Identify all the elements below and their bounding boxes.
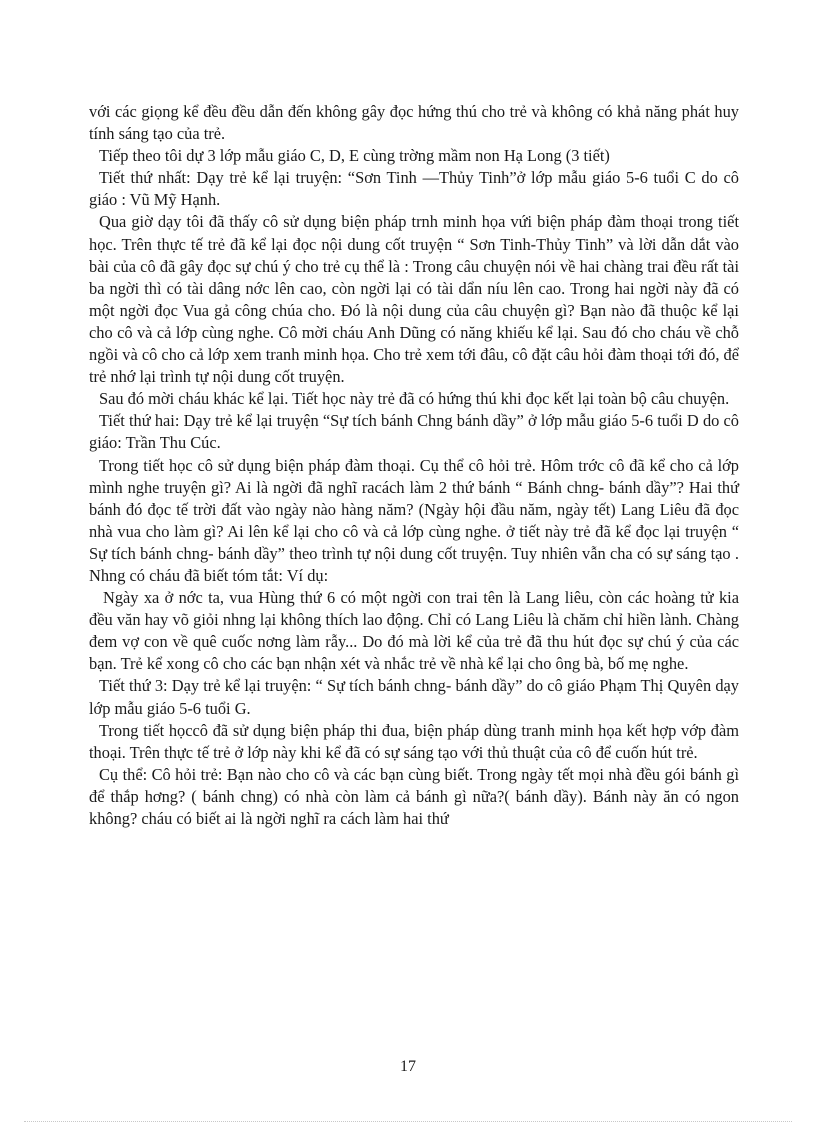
paragraph-second-lesson-detail: Trong tiết học cô sử dụng biện pháp đàm thoại. Cụ thể cô hỏi trẻ. Hôm trớc cô đã kể cho cả lớp mình nghe truyện gì? Ai là ngời đã nghĩ racách làm 2 thứ bánh “ Bánh chng- bánh dầy”? Hai thứ bánh đó đọc tế trời đất vào ngày nào hàng năm? (Ngày hội đầu năm, ngày tết) Lang Liêu đã đọc nhà vua cho làm gì? Ai lên kể lại cho cô và cả lớp cùng nghe. ở tiết này trẻ đã kể đọc lại truyện “ Sự tích bánh chng- bánh dầy” theo trình tự nội dung cốt truyện. Tuy nhiên vẫn cha có sự sáng tạo . Nhng có cháu đã biết tóm tắt: Ví dụ: <box>89 455 739 585</box>
paragraph-second-lesson: Tiết thứ hai: Dạy trẻ kể lại truyện “Sự tích bánh Chng bánh dầy” ở lớp mẫu giáo 5-6 tuổi D do cô giáo: Trần Thu Cúc. <box>89 411 739 453</box>
paragraph-first-lesson-result: Sau đó mời cháu khác kể lại. Tiết học này trẻ đã có hứng thú khi đọc kết lại toàn bộ câu chuyện. <box>99 389 730 409</box>
paragraph-third-lesson-detail: Trong tiết họccô đã sử dụng biện pháp thi đua, biện pháp dùng tranh minh họa kết hợp vớp đàm thoại. Trên thực tế trẻ ở lớp này khi kể đã có sự sáng tạo với thủ thuật của cô để cuốn hút trẻ. <box>89 720 739 762</box>
paragraph-example-summary: Ngày xa ở nớc ta, vua Hùng thứ 6 có một ngời con trai tên là Lang liêu, còn các hoàng tử kia đều văn hay võ giỏi nhng lại không thích lao động. Chỉ có Lang Liêu là chăm chỉ hiền lành. Chàng đem vợ con về quê cuốc nơng làm rẫy... Do đó mà lời kể của trẻ đã thu hút đọc sự chú ý của các bạn. Trẻ kể xong cô cho các bạn nhận xét và nhắc trẻ về nhà kể lại cho ông bà, bố mẹ nghe. <box>89 588 739 674</box>
page-bottom-divider <box>24 1121 792 1122</box>
paragraph-observed-classes: Tiếp theo tôi dự 3 lớp mẫu giáo C, D, E cùng trờng mầm non Hạ Long (3 tiết) <box>99 146 610 166</box>
paragraph-third-lesson: Tiết thứ 3: Dạy trẻ kể lại truyện: “ Sự tích bánh chng- bánh dầy” do cô giáo Phạm Thị Quyên dạy lớp mẫu giáo 5-6 tuổi G. <box>89 676 739 718</box>
paragraph-first-lesson: Tiết thứ nhất: Dạy trẻ kể lại truyện: “Sơn Tinh —Thủy Tinh”ở lớp mẫu giáo 5-6 tuổi C do cô giáo : Vũ Mỹ Hạnh. <box>89 168 739 210</box>
paragraph-continuation: với các giọng kể đều đều dẫn đến không gây đọc hứng thú cho trẻ và không có khả năng phát huy tính sáng tạo của trẻ. <box>89 102 739 144</box>
body-text <box>89 101 739 830</box>
paragraph-first-lesson-detail: Qua giờ dạy tôi đã thấy cô sử dụng biện pháp trnh minh họa vứi biện pháp đàm thoại trong tiết học. Trên thực tế trẻ đã kể lại đọc nội dung cốt truyện “ Sơn Tinh-Thủy Tinh” và lời dẫn dắt vào bài của cô đã gây đọc sự chú ý cho trẻ cụ thể là : Trong câu chuyện nói về hai chàng trai đều rất tài ba ngời thì có tài dâng nớc lên cao, còn ngời lại có tài dẩn níu lên cao. Trong hai ngời này đã có một ngời đọc Vua gả công chúa cho. Đó là nội dung của câu chuyện gì? Bạn nào đã thuộc kể lại cho cô và cả lớp cùng nghe. Cô mời cháu Anh Dũng có năng khiếu kể lại. Sau đó cho cháu về chỗ ngồi và cô cho cả lớp xem tranh minh họa. Cho trẻ xem tới đâu, cô đặt câu hỏi đàm thoại tới đó, để trẻ nhớ lại trình tự nội dung cốt truyện. <box>89 212 739 387</box>
paragraph-third-lesson-example: Cụ thể: Cô hỏi trẻ: Bạn nào cho cô và các bạn cùng biết. Trong ngày tết mọi nhà đều gói bánh gì để thắp hơng? ( bánh chng) có nhà còn làm cả bánh gì nữa?( bánh dầy). Bánh này ăn có ngon không? cháu có biết ai là ngời nghĩ ra cách làm hai thứ <box>89 764 739 828</box>
page-number: 17 <box>400 1058 416 1075</box>
